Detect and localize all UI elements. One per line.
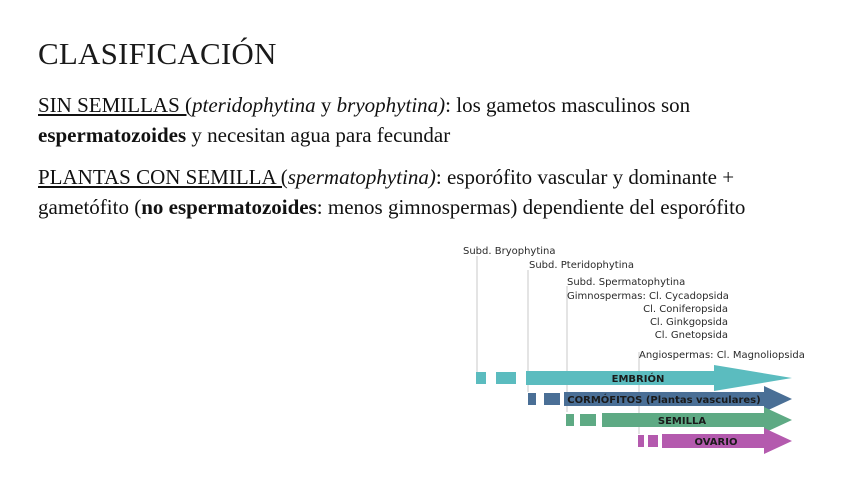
arrow-label-cormofitos: CORMÓFITOS (Plantas vasculares)	[567, 395, 761, 406]
ovario-dash-1	[638, 435, 644, 447]
semilla-dash-2	[580, 414, 596, 426]
embrion-dash-2	[496, 372, 516, 384]
sin-semillas-lead: SIN SEMILLAS (	[38, 93, 193, 117]
arrow-label-embrion: EMBRIÓN	[611, 374, 665, 385]
semilla-dash-1	[566, 414, 574, 426]
term-spermatophytina: spermatophytina)	[287, 165, 436, 189]
arrow-label-ovario: OVARIO	[694, 437, 738, 448]
ovario-dash-2	[648, 435, 658, 447]
label-coniferopsida: Cl. Coniferopsida	[643, 304, 728, 315]
label-ginkgopsida: Cl. Ginkgopsida	[649, 317, 728, 328]
embrion-dash-1	[476, 372, 486, 384]
cormofitos-dash-1	[528, 393, 536, 405]
term-bryophytina: bryophytina)	[336, 93, 446, 117]
arrow-label-semilla: SEMILLA	[657, 416, 707, 427]
bold-no-espermatozoides: no espermatozoides	[141, 195, 317, 219]
page-title: CLASIFICACIÓN	[38, 36, 277, 71]
label-gimnospermas: Gimnospermas: Cl. Cycadopsida	[567, 291, 729, 302]
label-spermatophytina: Subd. Spermatophytina	[567, 277, 686, 288]
label-bryophytina: Subd. Bryophytina	[463, 246, 556, 257]
con-semilla-tail: : menos gimnospermas) dependiente del esporófito	[316, 195, 746, 219]
sin-semillas-tail: y necesitan agua para fecundar	[186, 123, 451, 147]
term-pteridophytina: pteridophytina	[192, 93, 316, 117]
con-semilla-lead: PLANTAS CON SEMILLA (	[38, 165, 288, 189]
label-pteridophytina: Subd. Pteridophytina	[529, 260, 634, 271]
cormofitos-dash-2	[544, 393, 560, 405]
con-semilla-rest: : esporófito vascular y dominante + gametófito (	[38, 165, 735, 219]
conj-y: y	[315, 93, 337, 117]
bold-espermatozoides: espermatozoides	[38, 123, 187, 147]
label-angiospermas: Angiospermas: Cl. Magnoliopsida	[639, 350, 805, 361]
sin-semillas-rest: : los gametos masculinos son	[445, 93, 691, 117]
label-gnetopsida: Cl. Gnetopsida	[654, 330, 728, 341]
